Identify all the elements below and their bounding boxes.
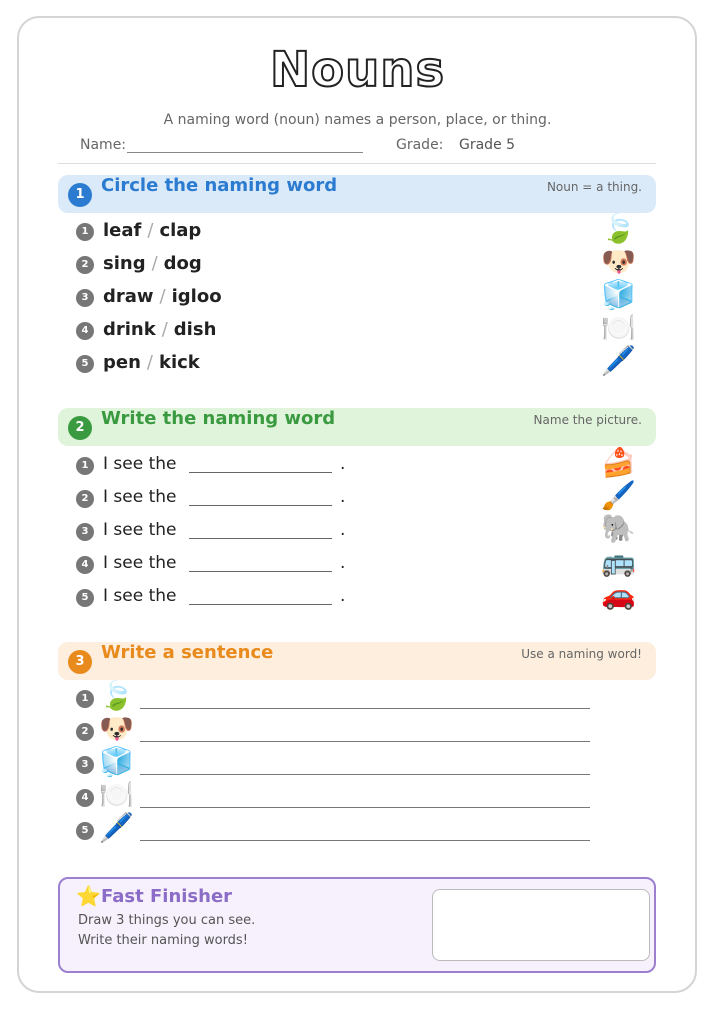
sentence-item <box>76 712 596 747</box>
sentence-prompt: I see the <box>103 520 177 540</box>
item-number: 3 <box>76 756 94 774</box>
sentence-prompt: I see the <box>103 586 177 606</box>
circle-item <box>76 344 636 378</box>
ice-icon: 🧊 <box>99 745 134 778</box>
section-2-number: 2 <box>68 416 92 440</box>
slash-divider: / <box>151 253 158 274</box>
word-option[interactable]: dog <box>163 253 202 274</box>
word-option[interactable]: pen <box>103 352 141 373</box>
item-number: 5 <box>76 589 94 607</box>
slash-divider: / <box>146 352 153 373</box>
grade-value: Grade 5 <box>459 137 516 153</box>
item-number: 2 <box>76 723 94 741</box>
section-1-note: Noun = a thing. <box>546 180 642 194</box>
sentence-item <box>76 778 596 813</box>
elephant-icon: 🐘 <box>601 512 636 545</box>
word-choice <box>103 220 201 241</box>
write-item <box>76 479 636 513</box>
slash-divider: / <box>159 286 166 307</box>
answer-line[interactable] <box>189 571 332 572</box>
sentence-line[interactable] <box>140 774 590 775</box>
ice-icon: 🧊 <box>601 278 636 311</box>
fast-finisher-line-1: Draw 3 things you can see. <box>78 913 256 928</box>
fast-finisher-title: Fast Finisher <box>101 886 233 907</box>
circle-item <box>76 311 636 345</box>
section-1-number: 1 <box>68 183 92 207</box>
circle-item <box>76 212 636 246</box>
grade-label: Grade: <box>396 137 444 153</box>
word-option[interactable]: draw <box>103 286 154 307</box>
sentence-line[interactable] <box>140 708 590 709</box>
item-number: 3 <box>76 523 94 541</box>
sentence-prompt: I see the <box>103 553 177 573</box>
item-number: 5 <box>76 355 94 373</box>
drawing-box[interactable] <box>432 889 650 961</box>
header-divider <box>58 163 656 164</box>
cake-icon: 🍰 <box>601 446 636 479</box>
period: . <box>340 586 346 606</box>
section-2-title: Write the naming word <box>101 408 336 429</box>
name-input-line[interactable] <box>127 152 363 153</box>
item-number: 1 <box>76 690 94 708</box>
word-option[interactable]: leaf <box>103 220 142 241</box>
word-option[interactable]: sing <box>103 253 146 274</box>
bus-icon: 🚌 <box>601 545 636 578</box>
page-subtitle: A naming word (noun) names a person, place, or thing. <box>163 112 552 128</box>
answer-line[interactable] <box>189 472 332 473</box>
section-2-banner <box>58 408 656 446</box>
dog-icon: 🐶 <box>99 712 134 745</box>
word-option[interactable]: kick <box>159 352 200 373</box>
dish-icon: 🍽️ <box>99 778 134 811</box>
car-icon: 🚗 <box>601 578 636 611</box>
item-number: 4 <box>76 322 94 340</box>
write-item <box>76 446 636 480</box>
answer-line[interactable] <box>189 604 332 605</box>
item-number: 4 <box>76 556 94 574</box>
sentence-line[interactable] <box>140 840 590 841</box>
slash-divider: / <box>161 319 168 340</box>
word-choice <box>103 286 222 307</box>
section-1-banner <box>58 175 656 213</box>
sentence-item <box>76 811 596 846</box>
item-number: 2 <box>76 256 94 274</box>
word-option[interactable]: drink <box>103 319 156 340</box>
write-item <box>76 512 636 546</box>
item-number: 1 <box>76 223 94 241</box>
period: . <box>340 553 346 573</box>
answer-line[interactable] <box>189 538 332 539</box>
sentence-prompt: I see the <box>103 487 177 507</box>
page-title: Nouns <box>269 42 446 98</box>
item-number: 2 <box>76 490 94 508</box>
star-icon: ⭐ <box>76 884 101 908</box>
sentence-line[interactable] <box>140 741 590 742</box>
section-3-number: 3 <box>68 650 92 674</box>
item-number: 1 <box>76 457 94 475</box>
word-choice <box>103 319 216 340</box>
slash-divider: / <box>147 220 154 241</box>
sentence-line[interactable] <box>140 807 590 808</box>
fast-finisher-line-2: Write their naming words! <box>78 933 248 948</box>
dog-icon: 🐶 <box>601 245 636 278</box>
name-label: Name: <box>80 137 127 153</box>
period: . <box>340 454 346 474</box>
word-option[interactable]: clap <box>159 220 202 241</box>
item-number: 4 <box>76 789 94 807</box>
sentence-prompt: I see the <box>103 454 177 474</box>
sentence-item <box>76 745 596 780</box>
item-number: 5 <box>76 822 94 840</box>
dish-icon: 🍽️ <box>601 311 636 344</box>
circle-item <box>76 245 636 279</box>
word-choice <box>103 253 202 274</box>
period: . <box>340 520 346 540</box>
word-choice <box>103 352 200 373</box>
paintbrush-icon: 🖌️ <box>601 479 636 512</box>
write-item <box>76 578 636 612</box>
sentence-item <box>76 679 596 714</box>
leaf-icon: 🍃 <box>601 212 636 245</box>
item-number: 3 <box>76 289 94 307</box>
section-1-title: Circle the naming word <box>101 175 338 196</box>
pen-icon: 🖊️ <box>601 344 636 377</box>
leaf-icon: 🍃 <box>99 679 134 712</box>
word-option[interactable]: dish <box>173 319 217 340</box>
period: . <box>340 487 346 507</box>
section-3-note: Use a naming word! <box>521 647 642 661</box>
write-item <box>76 545 636 579</box>
answer-line[interactable] <box>189 505 332 506</box>
section-3-title: Write a sentence <box>101 642 274 663</box>
fast-finisher-box <box>58 877 656 973</box>
word-option[interactable]: igloo <box>171 286 222 307</box>
section-3-banner <box>58 642 656 680</box>
circle-item <box>76 278 636 312</box>
section-2-note: Name the picture. <box>533 413 642 427</box>
pen-icon: 🖊️ <box>99 811 134 844</box>
